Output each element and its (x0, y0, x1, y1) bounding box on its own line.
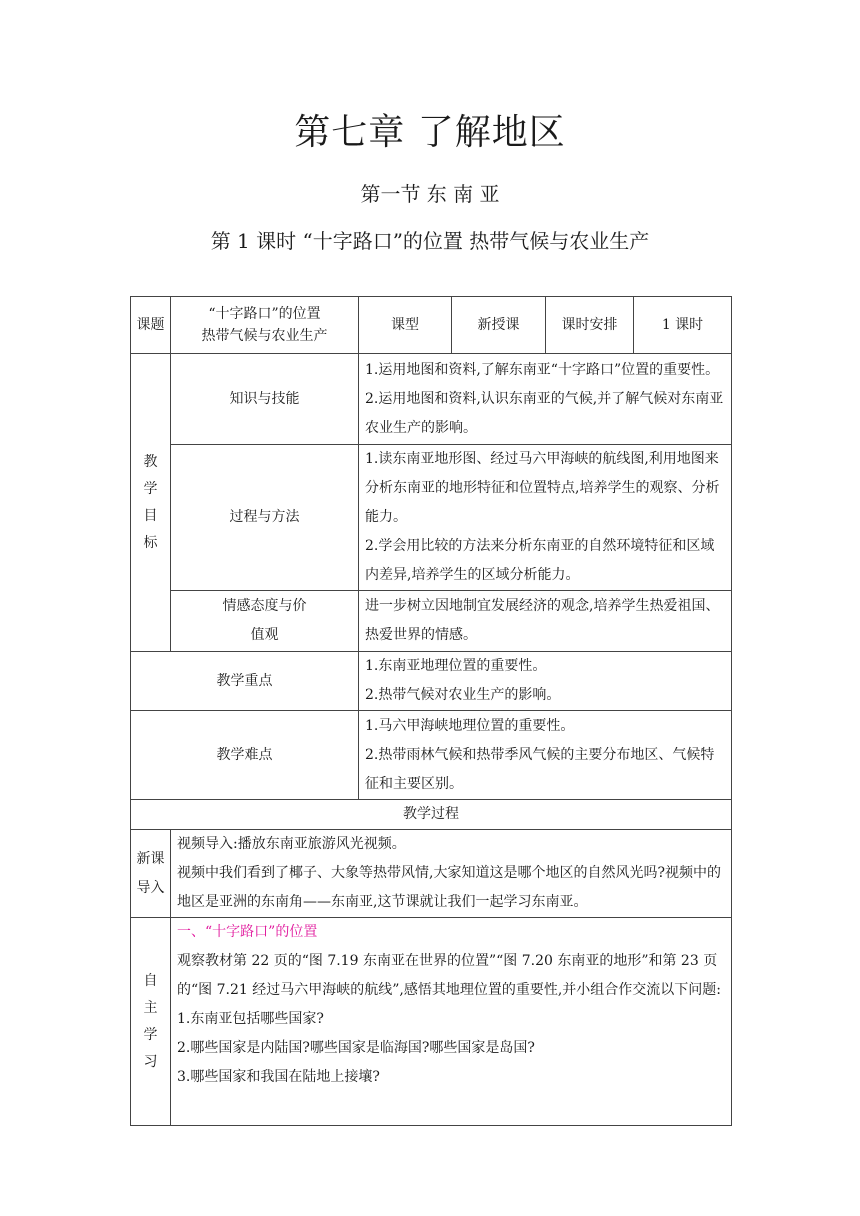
self-study-content (171, 918, 732, 1126)
schedule-label: 课时安排 (546, 297, 634, 354)
objectives-label (131, 354, 171, 652)
difficult-points-row (131, 711, 732, 800)
lesson-plan-table (130, 296, 732, 1126)
objective-emotion-row (131, 591, 732, 652)
self-study-label (131, 918, 171, 1126)
difficult-point-item: 1.马六甲海峡地理位置的重要性。 (365, 717, 575, 734)
knowledge-content (359, 354, 732, 445)
type-value: 新授课 (452, 297, 546, 354)
objectives-label-char: 目 (143, 507, 158, 524)
intro-label-line-2: 导入 (136, 879, 165, 896)
key-points-row (131, 652, 732, 711)
intro-label-line-1: 新课 (136, 850, 165, 867)
key-points-label: 教学重点 (131, 652, 359, 711)
key-point-item: 1.东南亚地理位置的重要性。 (365, 658, 547, 674)
objective-process-row (131, 445, 732, 591)
emotion-content: 进一步树立因地制宜发展经济的观念,培养学生热爱祖国、热爱世界的情感。 (359, 591, 732, 652)
chapter-title: 第七章 了解地区 (294, 112, 566, 153)
difficult-point-item: 2.热带雨林气候和热带季风气候的主要分布地区、气候特征和主要区别。 (365, 746, 715, 792)
self-study-line: 观察教材第 22 页的“图 7.19 东南亚在世界的位置”“图 7.20 东南亚的地形”和第 23 页的“图 7.21 经过马六甲海峡的航线”,感悟其地理位置的重要性,并小组合作交流以下问题: (177, 953, 722, 998)
objectives-label-char: 标 (143, 534, 158, 551)
self-study-row (131, 918, 732, 1126)
topic-line-1: “十字路口”的位置 (208, 306, 321, 322)
schedule-value: 1 课时 (634, 297, 732, 354)
key-point-item: 2.热带气候对农业生产的影响。 (365, 687, 561, 703)
self-study-line: 1.东南亚包括哪些国家? (177, 1011, 324, 1027)
difficult-points-content (359, 711, 732, 800)
process-header: 教学过程 (131, 800, 732, 830)
process-item: 2.学会用比较的方法来分析东南亚的自然环境特征和区域内差异,培养学生的区域分析能力。 (365, 538, 715, 583)
type-label: 课型 (359, 297, 452, 354)
knowledge-item: 1.运用地图和资料,了解东南亚“十字路口”位置的重要性。 (365, 361, 720, 378)
self-study-heading: 一、“十字路口”的位置 (177, 924, 318, 940)
self-study-label-char: 主 (143, 999, 158, 1016)
info-row (131, 297, 732, 354)
process-item: 1.读东南亚地形图、经过马六甲海峡的航线图,利用地图来分析东南亚的地形特征和位置特点,培养学生的观察、分析能力。 (365, 451, 720, 525)
emotion-label (171, 591, 359, 652)
objective-knowledge-row (131, 354, 732, 445)
lesson-title: 第 1 课时 “十字路口”的位置 热带气候与农业生产 (210, 229, 650, 253)
objectives-label-char: 学 (143, 480, 158, 497)
intro-label (131, 830, 171, 918)
process-label: 过程与方法 (171, 445, 359, 591)
section-title: 第一节 东 南 亚 (360, 182, 500, 206)
intro-row (131, 830, 732, 918)
self-study-label-char: 学 (143, 1026, 158, 1043)
process-header-row (131, 800, 732, 830)
intro-line: 视频中我们看到了椰子、大象等热带风情,大家知道这是哪个地区的自然风光吗?视频中的地区是亚洲的东南角——东南亚,这节课就让我们一起学习东南亚。 (177, 865, 721, 910)
topic-label: 课题 (131, 297, 171, 354)
intro-line: 视频导入:播放东南亚旅游风光视频。 (177, 836, 406, 852)
self-study-label-char: 自 (143, 972, 158, 989)
emotion-label-line-2: 值观 (250, 627, 279, 643)
intro-content (171, 830, 732, 918)
knowledge-item: 2.运用地图和资料,认识东南亚的气候,并了解气候对东南亚农业生产的影响。 (365, 390, 724, 436)
process-content (359, 445, 732, 591)
self-study-label-char: 习 (143, 1053, 158, 1070)
objectives-label-char: 教 (143, 453, 158, 470)
emotion-label-line-1: 情感态度与价 (222, 598, 307, 614)
key-points-content (359, 652, 732, 711)
difficult-points-label: 教学难点 (131, 711, 359, 800)
topic-value (171, 297, 359, 354)
topic-line-2: 热带气候与农业生产 (201, 328, 328, 344)
self-study-line: 3.哪些国家和我国在陆地上接壤? (177, 1069, 380, 1085)
self-study-line: 2.哪些国家是内陆国?哪些国家是临海国?哪些国家是岛国? (177, 1040, 535, 1056)
knowledge-label: 知识与技能 (171, 354, 359, 445)
